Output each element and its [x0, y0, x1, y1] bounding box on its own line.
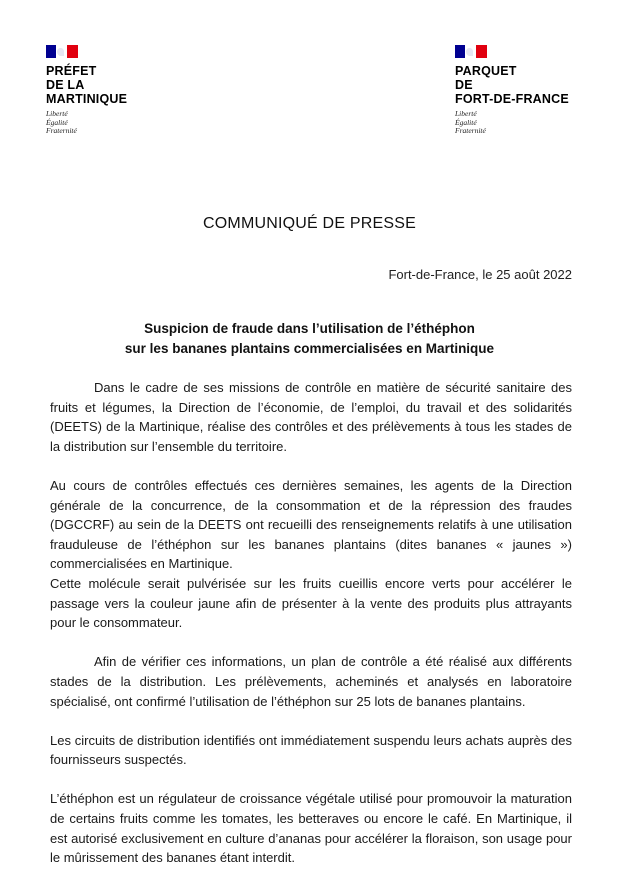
institution-name-right	[455, 64, 569, 106]
institution-line: DE	[455, 78, 473, 92]
logo-parquet-fort-de-france	[455, 45, 569, 136]
release-body	[50, 378, 572, 868]
paragraph: Dans le cadre de ses missions de contrôle en matière de sécurité sanitaire des fruits et légumes, la Direction de l’économie, de l’emploi, du travail et des solidarités (DEETS) de la Martinique, réalise des contrôles et des prélèvements à tous les stades de la distribution sur l’ensemble du territoire.	[50, 380, 572, 454]
motto-line: Liberté	[455, 109, 477, 118]
republic-motto-left	[46, 110, 127, 136]
institution-line: MARTINIQUE	[46, 92, 128, 106]
page-title: COMMUNIQUÉ DE PRESSE	[203, 215, 416, 232]
paragraph: L’éthéphon est un régulateur de croissance végétale utilisé pour promouvoir la maturation de certains fruits comme les tomates, les betteraves ou encore le café. En Martinique, il est autorisé exclusivement en culture d’ananas pour accélérer la floraison, son usage pour le mûrissement des bananes étant interdit.	[50, 791, 572, 866]
paragraph: Au cours de contrôles effectués ces dernières semaines, les agents de la Direction générale de la concurrence, de la consommation et de la répression des fraudes (DGCCRF) au sein de la DEETS ont recueilli des renseignements relatifs à une utilisation frauduleuse de l’éthéphon sur les bananes plantains (dites bananes « jaunes ») commercialisées en Martinique.	[50, 477, 572, 572]
paragraph: Cette molécule serait pulvérisée sur les fruits cueillis encore verts pour accélérer le passage vers la couleur jaune afin de présenter à la vente des produits plus attrayants pour le consommateur.	[50, 575, 572, 631]
institution-line: FORT-DE-FRANCE	[455, 92, 569, 106]
motto-line: Fraternité	[46, 126, 77, 135]
release-subject	[0, 319, 619, 359]
paragraph: Les circuits de distribution identifiés ont immédiatement suspendu leurs achats auprès des fournisseurs suspectés.	[50, 732, 572, 768]
release-date: Fort-de-France, le 25 août 2022	[388, 267, 572, 282]
institution-line: PARQUET	[455, 64, 517, 78]
subject-line: Suspicion de fraude dans l’utilisation de l’éthéphon	[144, 321, 475, 336]
institution-line: DE LA	[46, 78, 85, 92]
motto-line: Fraternité	[455, 126, 486, 135]
institution-name-left	[46, 64, 127, 106]
paragraph: Afin de vérifier ces informations, un plan de contrôle a été réalisé aux différents stades de la distribution. Les prélèvements, acheminés et analysés en laboratoire spécialisé, ont confirmé l’utilisation de l’éthéphon sur 25 lots de bananes plantains.	[50, 654, 572, 709]
logo-prefet-martinique	[46, 45, 127, 136]
motto-line: Égalité	[46, 117, 68, 127]
republic-motto-right	[455, 110, 569, 136]
motto-line: Égalité	[455, 117, 477, 127]
subject-line: sur les bananes plantains commercialisées en Martinique	[124, 341, 495, 356]
motto-line: Liberté	[46, 109, 68, 118]
marianne-flag-icon	[455, 45, 487, 58]
marianne-flag-icon	[46, 45, 78, 58]
institution-line: PRÉFET	[46, 64, 97, 78]
